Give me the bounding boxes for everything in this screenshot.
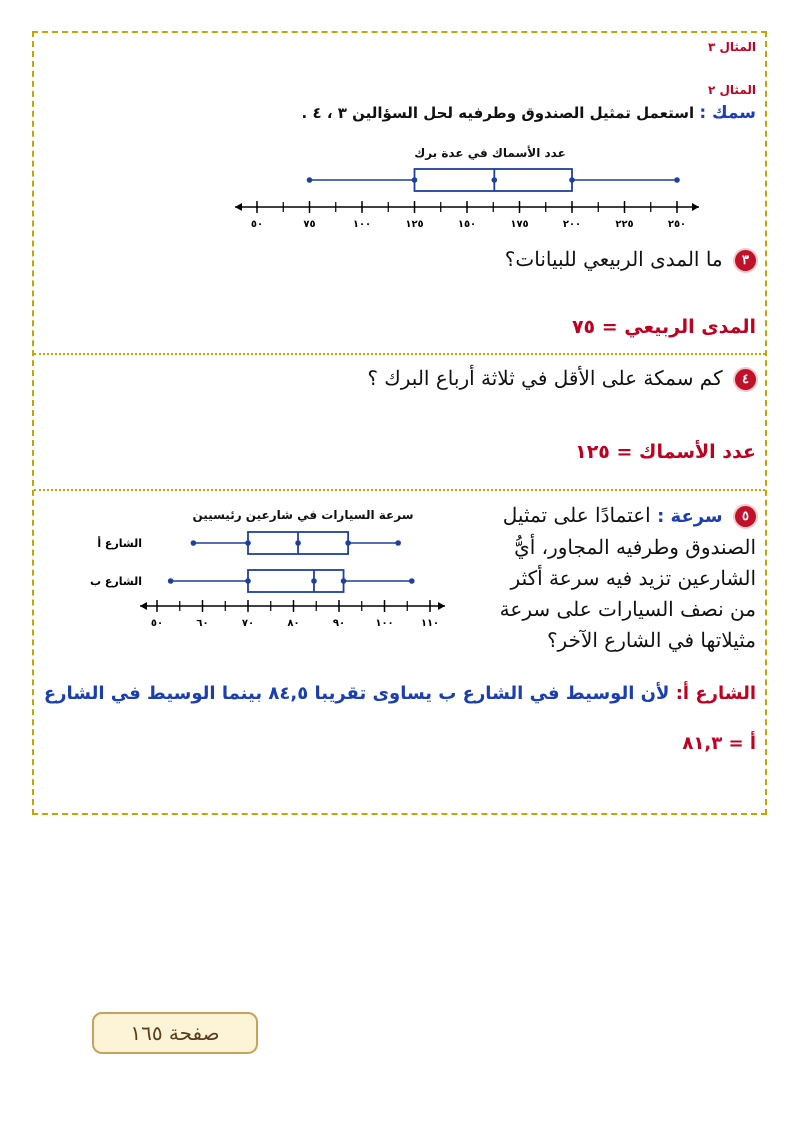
point-max — [409, 578, 415, 584]
point-median — [492, 177, 498, 183]
fish-chart-title: عدد الأسماك في عدة برك — [414, 146, 566, 160]
cars-plot-group — [90, 532, 445, 629]
example-2-label: المثال ٢ — [708, 83, 756, 97]
answer-street: الشارع أ: — [675, 683, 756, 704]
fish-prefix: سمك : — [699, 103, 756, 123]
tick-label: ٢٢٥ — [615, 219, 634, 230]
point-max — [674, 177, 680, 183]
question-4 — [367, 366, 756, 390]
tick-label: ١٥٠ — [457, 219, 477, 230]
question-5-prefix: سرعة : — [657, 506, 723, 527]
tick-label: ١٢٥ — [405, 219, 424, 230]
question-5-answer-line-2: أ = ٨١,٣ — [682, 733, 756, 754]
tick-label: ٩٠ — [332, 618, 346, 629]
point-q3 — [341, 578, 347, 584]
question-4-answer: عدد الأسماك = ١٢٥ — [575, 441, 756, 463]
tick-label: ١٧٥ — [510, 219, 529, 230]
box — [248, 570, 344, 592]
separator-1 — [34, 353, 765, 355]
question-5-answer-line-1 — [44, 683, 756, 704]
separator-2 — [34, 489, 765, 491]
axis-arrow-left — [235, 203, 242, 211]
series-label: الشارع ب — [90, 575, 142, 588]
question-5-line-3: الشارعين تزيد فيه سرعة أكثر — [510, 566, 756, 590]
point-q1 — [245, 578, 251, 584]
question-3-number: ٣ — [735, 250, 756, 271]
cars-chart-title: سرعة السيارات في شارعين رئيسيين — [192, 508, 414, 522]
fish-plot-group — [235, 169, 699, 230]
tick-label: ٢٥٠ — [667, 219, 687, 230]
tick-label: ١٠٠ — [375, 618, 394, 629]
question-5-line-1: اعتمادًا على تمثيل — [502, 503, 651, 527]
point-max — [395, 540, 401, 546]
tick-label: ١١٠ — [420, 618, 440, 629]
question-5-number: ٥ — [735, 506, 756, 527]
question-4-number: ٤ — [735, 369, 756, 390]
fish-boxplot — [225, 160, 705, 235]
question-5-line-2: الصندوق وطرفيه المجاور، أيُّ — [514, 535, 756, 559]
fish-instruction — [302, 103, 756, 123]
point-median — [295, 540, 301, 546]
point-q3 — [569, 177, 575, 183]
tick-label: ٢٠٠ — [562, 219, 582, 230]
tick-label: ٦٠ — [196, 618, 209, 629]
point-median — [311, 578, 317, 584]
axis-arrow-right — [438, 602, 445, 610]
example-3-label: المثال ٣ — [708, 40, 756, 54]
point-q1 — [412, 177, 418, 183]
tick-label: ١٠٠ — [352, 219, 372, 230]
question-4-text: كم سمكة على الأقل في ثلاثة أرباع البرك ؟ — [367, 366, 723, 390]
tick-label: ٧٥ — [303, 219, 316, 230]
question-3-text: ما المدى الربيعي للبيانات؟ — [504, 247, 723, 271]
page-number-label: صفحة ١٦٥ — [130, 1021, 220, 1045]
answer-text-1: لأن الوسيط في الشارع ب يساوى تقريبا ٨٤,٥ بينما الوسيط في الشارع — [43, 683, 670, 704]
axis-arrow-left — [140, 602, 147, 610]
point-min — [307, 177, 313, 183]
page-number-box — [92, 1012, 258, 1054]
tick-label: ٥٠ — [150, 618, 164, 629]
point-q3 — [345, 540, 351, 546]
axis-arrow-right — [692, 203, 699, 211]
question-3 — [505, 247, 756, 271]
series-label: الشارع أ — [97, 537, 142, 550]
tick-label: ٥٠ — [250, 219, 264, 230]
question-3-answer: المدى الربيعي = ٧٥ — [571, 316, 756, 338]
cars-boxplot — [80, 525, 450, 635]
tick-label: ٧٠ — [241, 618, 255, 629]
tick-label: ٨٠ — [287, 618, 300, 629]
point-q1 — [245, 540, 251, 546]
question-5-line-5: مثيلاتها في الشارع الآخر؟ — [546, 628, 756, 652]
fish-instruction-text: استعمل تمثيل الصندوق وطرفيه لحل السؤالين ٣ ، ٤ . — [301, 104, 695, 122]
point-min — [191, 540, 197, 546]
question-5-line-4: من نصف السيارات على سرعة — [499, 597, 756, 621]
point-min — [168, 578, 174, 584]
question-5 — [456, 500, 756, 656]
